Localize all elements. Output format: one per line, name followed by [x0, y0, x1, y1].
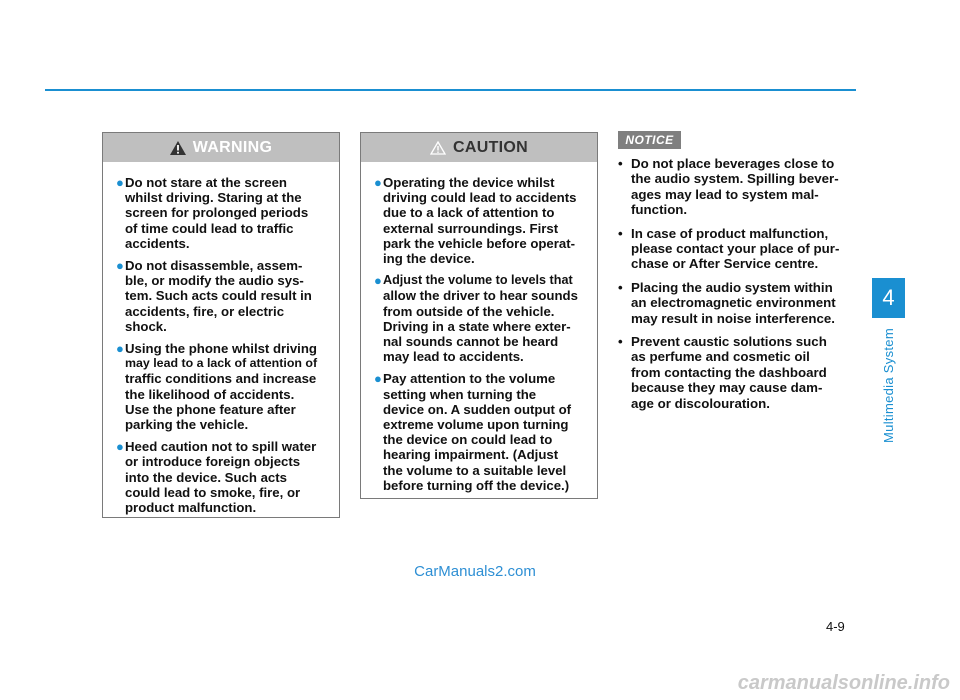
- text-line: due to a lack of attention to: [383, 205, 555, 221]
- text-line: ing the device.: [383, 251, 475, 267]
- text-line: please contact your place of pur-: [631, 241, 840, 257]
- warning-box: [102, 132, 340, 518]
- watermark-link[interactable]: CarManuals2.com: [414, 563, 536, 580]
- text-line: Pay attention to the volume: [383, 371, 556, 387]
- text-line: whilst driving. Staring at the: [125, 190, 302, 206]
- notice-badge: NOTICE: [618, 131, 681, 149]
- text-line: may result in noise interference.: [631, 310, 835, 326]
- caution-box: [360, 132, 598, 499]
- caution-list: [361, 162, 597, 493]
- text-line: nal sounds cannot be heard: [383, 334, 559, 350]
- text-line: Placing the audio system within: [631, 279, 833, 295]
- text-line: chase or After Service centre.: [631, 256, 819, 272]
- notice-list: [616, 156, 856, 419]
- text-line: extreme volume upon turning: [383, 417, 569, 433]
- list-item: [374, 175, 590, 266]
- list-item: [616, 334, 856, 411]
- text-line: product malfunction.: [125, 500, 257, 516]
- text-line: the volume to a suitable level: [383, 462, 567, 478]
- text-line: function.: [631, 202, 688, 218]
- text-line: allow the driver to hear sounds: [383, 288, 578, 304]
- caution-header: [361, 133, 597, 162]
- list-item: [374, 273, 590, 364]
- chapter-tab[interactable]: 4: [872, 278, 905, 318]
- bullet-icon: ●: [374, 371, 382, 387]
- text-line: Driving in a state where exter-: [383, 318, 571, 334]
- text-line: the device on could lead to: [383, 432, 553, 448]
- text-line: Do not place beverages close to: [631, 156, 835, 171]
- text-line: from contacting the dashboard: [631, 364, 827, 380]
- warning-header: [103, 133, 339, 162]
- top-rule: [45, 89, 856, 91]
- text-line: external surroundings. First: [383, 220, 559, 236]
- text-line: from outside of the vehicle.: [383, 303, 555, 319]
- text-line: park the vehicle before operat-: [383, 235, 576, 251]
- text-line: parking the vehicle.: [125, 417, 249, 433]
- text-line: because they may cause dam-: [631, 380, 823, 396]
- list-item: [116, 258, 332, 334]
- text-line: hearing impairment. (Adjust: [383, 447, 559, 463]
- warning-list: [103, 162, 339, 515]
- bullet-icon: ●: [116, 341, 124, 357]
- text-line: Heed caution not to spill water: [125, 439, 317, 455]
- text-line: tem. Such acts could result in: [125, 288, 312, 304]
- list-item: [616, 156, 856, 218]
- text-line: accidents.: [125, 235, 190, 251]
- bullet-icon: ●: [116, 258, 124, 274]
- text-line: Do not stare at the screen: [125, 175, 287, 190]
- bullet-icon: •: [618, 279, 623, 295]
- text-line: an electromagnetic environment: [631, 295, 836, 311]
- text-line: In case of product malfunction,: [631, 225, 829, 241]
- text-line: Do not disassemble, assem-: [125, 258, 303, 274]
- text-line: ages may lead to system mal-: [631, 186, 819, 202]
- caution-title: CAUTION: [453, 138, 528, 156]
- text-line: Adjust the volume to levels that: [383, 273, 573, 288]
- chapter-title: [860, 327, 916, 443]
- warning-triangle-icon: [170, 141, 186, 155]
- text-line: before turning off the device.): [383, 477, 570, 493]
- text-line: may lead to a lack of attention of: [125, 356, 318, 371]
- warning-title: WARNING: [192, 138, 273, 156]
- text-line: as perfume and cosmetic oil: [631, 349, 810, 365]
- chapter-title-text: Multimedia System: [880, 327, 896, 443]
- bullet-icon: •: [618, 225, 623, 241]
- text-line: screen for prolonged periods: [125, 205, 309, 221]
- text-line: ble, or modify the audio sys-: [125, 273, 304, 289]
- text-line: may lead to accidents.: [383, 349, 524, 365]
- text-line: of time could lead to traffic: [125, 220, 294, 236]
- bullet-icon: •: [618, 334, 623, 350]
- text-line: the audio system. Spilling bever-: [631, 171, 839, 187]
- list-item: [116, 175, 332, 251]
- list-item: [616, 280, 856, 326]
- bullet-icon: •: [618, 156, 623, 171]
- text-line: or introduce foreign objects: [125, 454, 301, 470]
- bullet-icon: ●: [374, 273, 382, 289]
- bullet-icon: ●: [374, 175, 382, 190]
- text-line: Using the phone whilst driving: [125, 341, 317, 357]
- text-line: Use the phone feature after: [125, 401, 296, 417]
- text-line: device on. A sudden output of: [383, 401, 572, 417]
- list-item: [116, 439, 332, 515]
- text-line: into the device. Such acts: [125, 469, 287, 485]
- text-line: age or discolouration.: [631, 395, 770, 411]
- list-item: [616, 226, 856, 272]
- text-line: shock.: [125, 318, 167, 334]
- bullet-icon: ●: [116, 175, 124, 190]
- text-line: could lead to smoke, fire, or: [125, 484, 301, 500]
- text-line: accidents, fire, or electric: [125, 303, 285, 319]
- footer-watermark: carmanualsonline.info: [737, 672, 950, 694]
- text-line: setting when turning the: [383, 386, 537, 402]
- text-line: the likelihood of accidents.: [125, 386, 295, 402]
- text-line: Operating the device whilst: [383, 175, 555, 190]
- caution-triangle-icon: [430, 141, 446, 155]
- text-line: driving could lead to accidents: [383, 190, 577, 206]
- list-item: [374, 371, 590, 493]
- text-line: Prevent caustic solutions such: [631, 334, 827, 350]
- text-line: traffic conditions and increase: [125, 371, 317, 387]
- list-item: [116, 341, 332, 432]
- bullet-icon: ●: [116, 439, 124, 455]
- page-number: 4-9: [826, 619, 845, 634]
